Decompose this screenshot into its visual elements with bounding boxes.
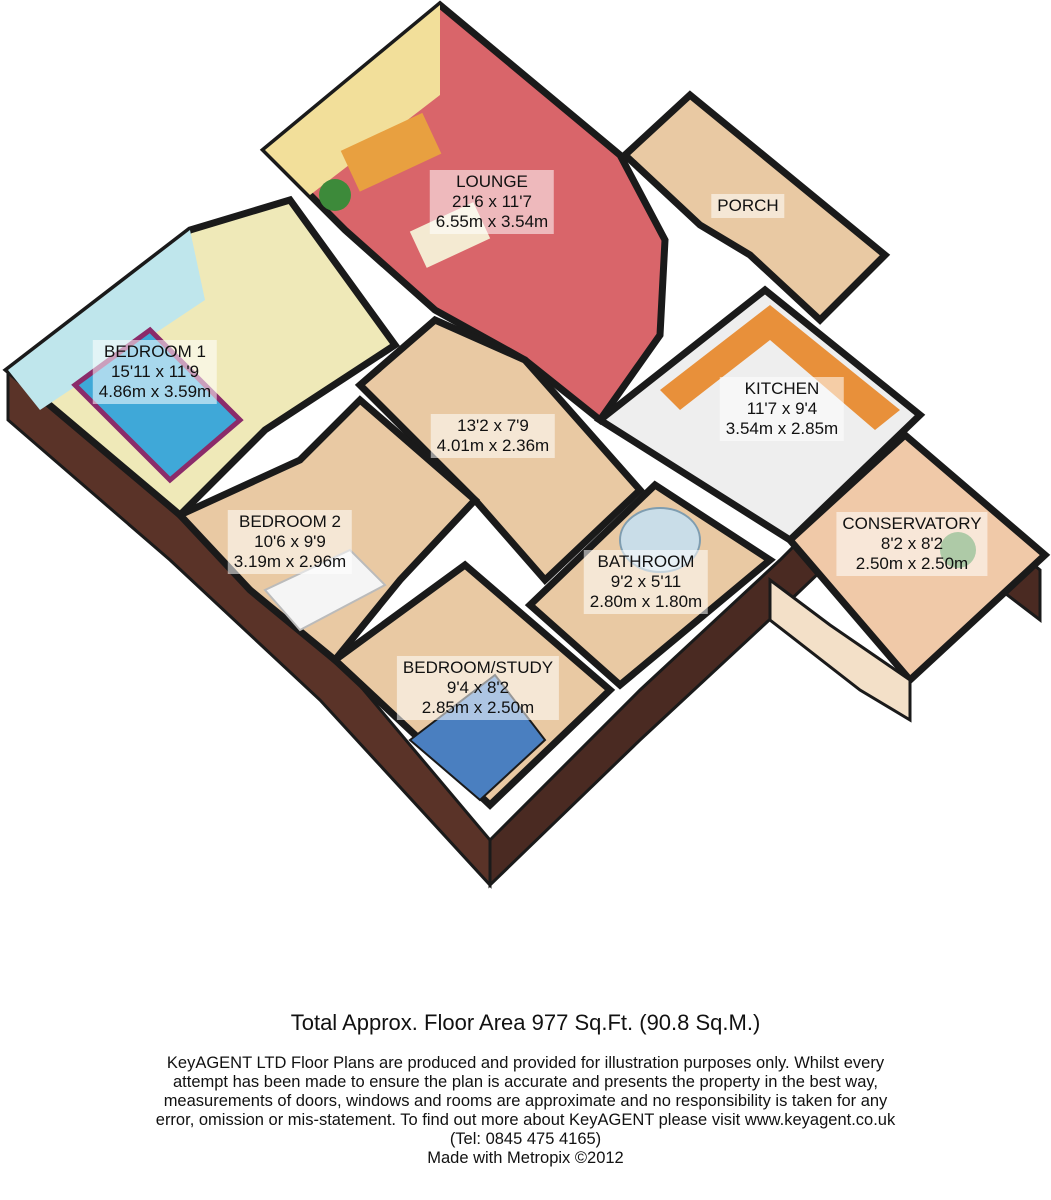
room-size-imperial: 21'6 x 11'7 — [452, 192, 532, 211]
room-size-imperial: 8'2 x 8'2 — [880, 534, 944, 553]
room-label-porch — [711, 194, 784, 218]
room-size-metric: 2.80m x 1.80m — [589, 592, 703, 611]
credit-line: Made with Metropix ©2012 — [427, 1149, 624, 1167]
room-size-metric: 3.54m x 2.85m — [725, 419, 839, 438]
room-label-bathroom — [584, 550, 708, 614]
room-label-bedroom2 — [228, 510, 352, 574]
room-size-imperial: 9'4 x 8'2 — [446, 678, 510, 697]
room-label-conservatory — [836, 512, 987, 576]
room-label-study — [397, 656, 559, 720]
room-name: BEDROOM 1 — [103, 342, 207, 361]
room-size-imperial: 13'2 x 7'9 — [457, 416, 529, 435]
room-size-imperial: 9'2 x 5'11 — [610, 572, 682, 591]
room-size-metric: 2.50m x 2.50m — [855, 554, 969, 573]
room-size-metric: 2.85m x 2.50m — [421, 698, 535, 717]
room-label-hall — [431, 414, 555, 458]
room-label-lounge — [430, 170, 554, 234]
disclaimer-line: KeyAGENT LTD Floor Plans are produced and provided for illustration purposes only. Whilst every — [166, 1054, 885, 1072]
plant-lounge — [319, 179, 351, 211]
room-name: PORCH — [717, 196, 779, 215]
room-size-imperial: 10'6 x 9'9 — [254, 532, 326, 551]
disclaimer-line: attempt has been made to ensure the plan is accurate and presents the property in the best way, — [172, 1073, 879, 1091]
disclaimer — [60, 1054, 991, 1168]
room-size-metric: 4.86m x 3.59m — [98, 382, 212, 401]
room-size-metric: 4.01m x 2.36m — [436, 436, 550, 455]
room-size-imperial: 11'7 x 9'4 — [746, 399, 818, 418]
room-size-metric: 3.19m x 2.96m — [233, 552, 347, 571]
room-size-metric: 6.55m x 3.54m — [435, 212, 549, 231]
room-name: LOUNGE — [456, 172, 528, 191]
room-name: KITCHEN — [744, 379, 820, 398]
room-name: BEDROOM 2 — [238, 512, 342, 531]
disclaimer-line: error, omission or mis-statement. To find out more about KeyAGENT please visit www.keyagent.co.uk — [155, 1111, 896, 1129]
room-label-bedroom1 — [93, 340, 217, 404]
room-name: BATHROOM — [597, 552, 695, 571]
total-floor-area: Total Approx. Floor Area 977 Sq.Ft. (90.8 Sq.M.) — [290, 1010, 761, 1035]
room-name: CONSERVATORY — [842, 514, 982, 533]
room-size-imperial: 15'11 x 11'9 — [110, 362, 200, 381]
room-label-kitchen — [720, 377, 844, 441]
room-name: BEDROOM/STUDY — [402, 658, 554, 677]
disclaimer-phone: (Tel: 0845 475 4165) — [449, 1130, 602, 1148]
disclaimer-line: measurements of doors, windows and rooms are approximate and no responsibility is taken for any — [163, 1092, 888, 1110]
